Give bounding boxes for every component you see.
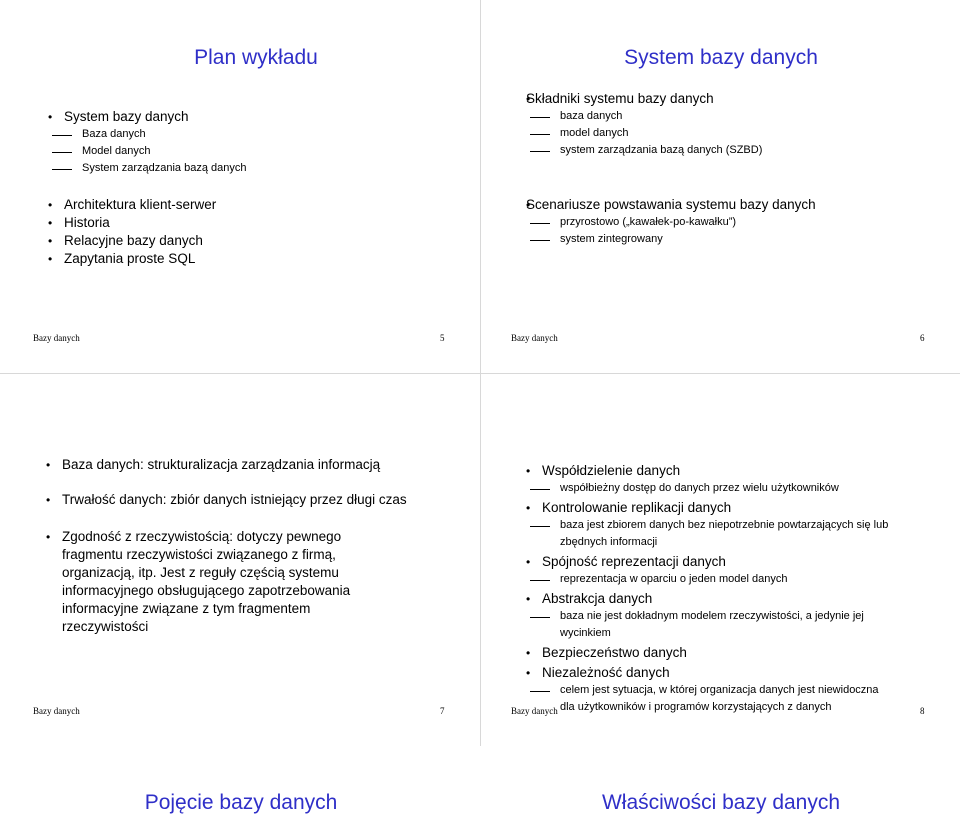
list-item: • Trwałość danych: zbiór danych istniejący przez długi czas [46, 491, 406, 509]
bullet-list [48, 108, 246, 177]
sub-item: system zintegrowany [526, 231, 816, 248]
slide-5 [0, 0, 480, 373]
list-item: • Bezpieczeństwo danych [526, 644, 926, 662]
list-item: • Architektura klient-serwer [48, 196, 216, 214]
sub-item: reprezentacja w oparciu o jeden model danych [526, 571, 926, 588]
list-item: • Zgodność z rzeczywistością: dotyczy pewnego fragmentu rzeczywistości związanego z firmą, organizacją, itp. Jest z reguły częścią systemu informacyjnego obsługującego zapotrzebowania informacyjne związane z tym fragmentem rzeczywistości [46, 528, 391, 636]
list-item: • Historia [48, 214, 216, 232]
page-number: 8 [920, 706, 925, 716]
sub-item: System zarządzania bazą danych [48, 160, 246, 177]
bullet-list [526, 462, 926, 716]
list-item: • Abstrakcja danych [526, 590, 926, 608]
slide-title: System bazy danych [624, 46, 818, 69]
slide-title: Plan wykładu [194, 46, 318, 69]
sub-item: baza jest zbiorem danych bez niepotrzebnie powtarzających się lub zbędnych informacji [526, 517, 890, 551]
bullet-list [46, 528, 391, 636]
footer-label: Bazy danych [511, 333, 558, 343]
sub-item: baza nie jest dokładnym modelem rzeczywistości, a jedynie jej wycinkiem [526, 608, 890, 642]
bullet-list [526, 90, 762, 159]
footer-label: Bazy danych [33, 333, 80, 343]
bullet-list [526, 196, 816, 248]
bullet-list [48, 196, 216, 268]
footer-label: Bazy danych [511, 706, 558, 716]
slide-title: Właściwości bazy danych [601, 791, 841, 814]
sub-item: system zarządzania bazą danych (SZBD) [526, 142, 762, 159]
page-number: 5 [440, 333, 445, 343]
bullet-list [46, 491, 406, 509]
list-item: • System bazy danych [48, 108, 246, 126]
list-item: • Składniki systemu bazy danych [526, 90, 762, 108]
sub-item: baza danych [526, 108, 762, 125]
list-item: • Kontrolowanie replikacji danych [526, 499, 926, 517]
list-item: • Relacyjne bazy danych [48, 232, 216, 250]
sub-item: model danych [526, 125, 762, 142]
list-item: • Baza danych: strukturalizacja zarządzania informacją [46, 456, 406, 474]
list-item: • Zapytania proste SQL [48, 250, 216, 268]
list-item: • Scenariusze powstawania systemu bazy danych [526, 196, 816, 214]
footer-label: Bazy danych [33, 706, 80, 716]
sub-item: Baza danych [48, 126, 246, 143]
list-item: • Niezależność danych [526, 664, 926, 682]
sub-item: współbieżny dostęp do danych przez wielu użytkowników [526, 480, 926, 497]
list-item: • Współdzielenie danych [526, 462, 926, 480]
slide-6 [480, 0, 960, 373]
slide-title: Pojęcie bazy danych [144, 791, 338, 814]
slide-8 [480, 373, 960, 814]
bullet-list [46, 456, 406, 474]
page-number: 6 [920, 333, 925, 343]
slide-7 [0, 373, 480, 814]
list-item: • Spójność reprezentacji danych [526, 553, 926, 571]
sub-item: Model danych [48, 143, 246, 160]
sub-item: przyrostowo („kawałek-po-kawałku”) [526, 214, 816, 231]
sub-item: celem jest sytuacja, w której organizacja danych jest niewidoczna dla użytkowników i programów korzystających z danych [526, 682, 890, 716]
page-number: 7 [440, 706, 445, 716]
